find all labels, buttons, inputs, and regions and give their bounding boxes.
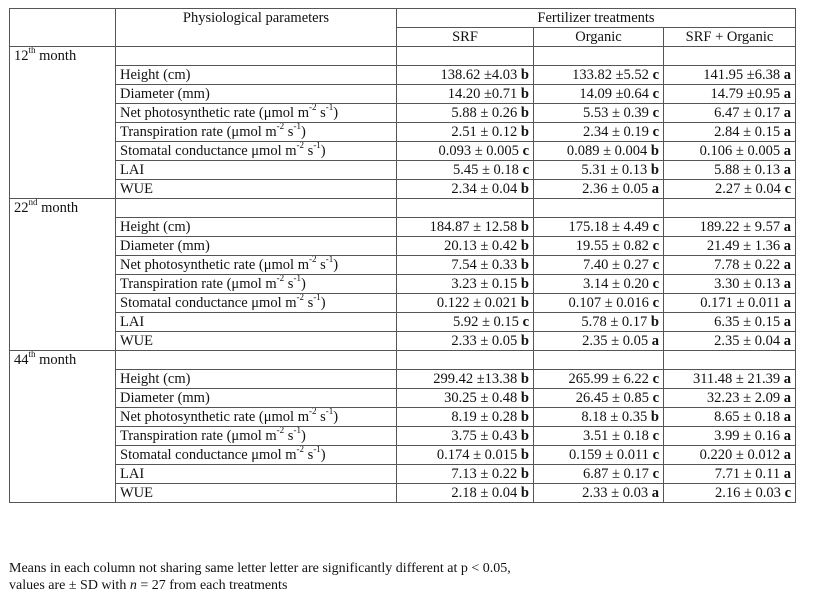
- section-label: 44th month: [10, 351, 116, 370]
- significance-letter: a: [783, 371, 791, 387]
- value-cell: 299.42 ±13.38 b: [397, 370, 534, 389]
- section-indent: [10, 332, 116, 351]
- unit-text: (μmol m: [222, 124, 277, 140]
- section-row: [10, 199, 796, 218]
- param-cell: Height (cm): [116, 370, 397, 389]
- value-cell: 26.45 ± 0.85 c: [534, 389, 664, 408]
- unit-exponent: -1: [325, 407, 334, 417]
- unit-exponent: -1: [325, 255, 334, 265]
- significance-letter: a: [783, 409, 791, 425]
- param-cell: Stomatal conductance μmol $m^{-2}$ $s^{-1}$): [116, 294, 397, 313]
- table-row: [10, 427, 796, 446]
- section-label: 22nd month: [10, 199, 116, 218]
- value-cell: 21.49 ± 1.36 a: [664, 237, 796, 256]
- section-label-spacer: [534, 199, 664, 218]
- value-cell: 0.159 ± 0.011 c: [534, 446, 664, 465]
- section-indent: [10, 294, 116, 313]
- table-row: [10, 161, 796, 180]
- significance-letter: a: [651, 333, 659, 349]
- unit-text: (μmol m: [222, 276, 277, 292]
- section-indent: [10, 142, 116, 161]
- value-cell: 7.13 ± 0.22 b: [397, 465, 534, 484]
- section-label-spacer: [397, 351, 534, 370]
- value-cell: 5.31 ± 0.13 b: [534, 161, 664, 180]
- significance-letter: b: [520, 333, 529, 349]
- section-indent: [10, 389, 116, 408]
- significance-letter: a: [783, 105, 791, 121]
- significance-letter: b: [520, 390, 529, 406]
- unit-text: μmol m: [247, 295, 297, 311]
- section-row: [10, 47, 796, 66]
- significance-letter: b: [520, 67, 529, 83]
- param-cell: Height (cm): [116, 218, 397, 237]
- param-header: Physiological parameters: [116, 9, 397, 28]
- section-label-spacer: [664, 47, 796, 66]
- significance-letter: c: [652, 371, 659, 387]
- unit-exponent: -1: [293, 274, 301, 284]
- value-cell: 2.18 ± 0.04 b: [397, 484, 534, 503]
- section-label-spacer: [397, 199, 534, 218]
- significance-letter: c: [652, 67, 659, 83]
- value-cell: 19.55 ± 0.82 c: [534, 237, 664, 256]
- table-row: [10, 389, 796, 408]
- unit-exponent: -2: [296, 445, 305, 455]
- unit-text: ): [333, 409, 339, 425]
- significance-letter: c: [652, 295, 659, 311]
- value-cell: 8.65 ± 0.18 a: [664, 408, 796, 427]
- table-row: [10, 237, 796, 256]
- section-indent: [10, 313, 116, 332]
- section-indent: [10, 123, 116, 142]
- significance-letter: c: [652, 105, 659, 121]
- unit-exponent: -1: [325, 103, 334, 113]
- section-indent: [10, 275, 116, 294]
- value-cell: 7.40 ± 0.27 c: [534, 256, 664, 275]
- value-cell: 2.36 ± 0.05 a: [534, 180, 664, 199]
- value-cell: 0.122 ± 0.021 b: [397, 294, 534, 313]
- significance-letter: a: [783, 276, 791, 292]
- value-cell: 3.99 ± 0.16 a: [664, 427, 796, 446]
- significance-letter: b: [520, 276, 529, 292]
- value-cell: 2.34 ± 0.19 c: [534, 123, 664, 142]
- value-cell: 2.34 ± 0.04 b: [397, 180, 534, 199]
- significance-letter: a: [783, 466, 791, 482]
- section-label-spacer: [397, 47, 534, 66]
- unit-exponent: -2: [309, 407, 317, 417]
- value-cell: 6.47 ± 0.17 a: [664, 104, 796, 123]
- significance-letter: a: [783, 390, 791, 406]
- section-indent: [10, 218, 116, 237]
- unit-text: ): [320, 447, 326, 463]
- significance-letter: a: [783, 219, 791, 235]
- table-row: [10, 256, 796, 275]
- param-cell: LAI: [116, 313, 397, 332]
- significance-letter: c: [652, 390, 659, 406]
- section-label-spacer: [116, 351, 397, 370]
- value-cell: 133.82 ±5.52 c: [534, 66, 664, 85]
- table-row: [10, 408, 796, 427]
- unit-text: s: [304, 143, 314, 159]
- value-cell: 0.089 ± 0.004 b: [534, 142, 664, 161]
- significance-letter: c: [652, 124, 659, 140]
- significance-letter: c: [652, 466, 659, 482]
- param-cell: Stomatal conductance μmol $m^{-2}$ $s^{-1}$): [116, 446, 397, 465]
- section-label: 12th month: [10, 47, 116, 66]
- unit-exponent: -2: [276, 122, 285, 132]
- significance-letter: b: [520, 409, 529, 425]
- section-indent: [10, 465, 116, 484]
- unit-text: ): [300, 428, 306, 444]
- significance-letter: c: [652, 257, 659, 273]
- value-cell: 14.20 ±0.71 b: [397, 85, 534, 104]
- section-label-spacer: [534, 47, 664, 66]
- param-cell: LAI: [116, 161, 397, 180]
- value-cell: 2.35 ± 0.04 a: [664, 332, 796, 351]
- section-label-spacer: [664, 199, 796, 218]
- param-cell: Diameter (mm): [116, 389, 397, 408]
- header-corner: [10, 9, 116, 28]
- value-cell: 2.35 ± 0.05 a: [534, 332, 664, 351]
- unit-exponent: -2: [276, 274, 285, 284]
- significance-letter: b: [520, 295, 529, 311]
- significance-letter: a: [651, 181, 659, 197]
- table-row: [10, 370, 796, 389]
- unit-text: ): [320, 143, 326, 159]
- value-cell: 141.95 ±6.38 a: [664, 66, 796, 85]
- unit-text: s: [284, 124, 294, 140]
- param-cell: WUE: [116, 332, 397, 351]
- table-row: [10, 104, 796, 123]
- unit-text: ): [320, 295, 326, 311]
- significance-letter: b: [520, 219, 529, 235]
- significance-letter: a: [783, 86, 791, 102]
- unit-exponent: -1: [293, 122, 301, 132]
- significance-letter: c: [652, 238, 659, 254]
- value-cell: 138.62 ±4.03 b: [397, 66, 534, 85]
- significance-letter: b: [520, 257, 529, 273]
- footnote: [9, 560, 511, 594]
- significance-letter: a: [783, 124, 791, 140]
- table-row: [10, 484, 796, 503]
- unit-text: s: [316, 105, 326, 121]
- section-indent: [10, 104, 116, 123]
- value-cell: 265.99 ± 6.22 c: [534, 370, 664, 389]
- value-cell: 14.09 ±0.64 c: [534, 85, 664, 104]
- unit-exponent: -1: [293, 426, 301, 436]
- unit-text: s: [304, 295, 314, 311]
- significance-letter: a: [783, 314, 791, 330]
- significance-letter: c: [652, 447, 659, 463]
- unit-text: s: [316, 257, 326, 273]
- value-cell: 0.220 ± 0.012 a: [664, 446, 796, 465]
- param-header-lower: [116, 28, 397, 47]
- significance-letter: a: [783, 333, 791, 349]
- unit-exponent: -2: [276, 426, 285, 436]
- value-cell: 311.48 ± 21.39 a: [664, 370, 796, 389]
- table-row: [10, 275, 796, 294]
- unit-text: s: [316, 409, 326, 425]
- significance-letter: a: [783, 162, 791, 178]
- significance-letter: b: [650, 143, 659, 159]
- significance-letter: b: [650, 314, 659, 330]
- section-label-spacer: [116, 199, 397, 218]
- param-cell: Diameter (mm): [116, 85, 397, 104]
- value-cell: 5.45 ± 0.18 c: [397, 161, 534, 180]
- table-row: [10, 465, 796, 484]
- table-row: [10, 294, 796, 313]
- table-row: [10, 446, 796, 465]
- significance-letter: a: [783, 238, 791, 254]
- section-indent: [10, 408, 116, 427]
- value-cell: 3.51 ± 0.18 c: [534, 427, 664, 446]
- significance-letter: b: [650, 409, 659, 425]
- value-cell: 30.25 ± 0.48 b: [397, 389, 534, 408]
- significance-letter: b: [520, 181, 529, 197]
- table-row: [10, 142, 796, 161]
- table-row: [10, 180, 796, 199]
- unit-exponent: -2: [296, 141, 305, 151]
- param-cell: Diameter (mm): [116, 237, 397, 256]
- unit-text: (μmol m: [255, 105, 309, 121]
- table-row: [10, 313, 796, 332]
- value-cell: 8.19 ± 0.28 b: [397, 408, 534, 427]
- section-indent: [10, 180, 116, 199]
- unit-text: s: [284, 428, 294, 444]
- section-indent: [10, 85, 116, 104]
- value-cell: 8.18 ± 0.35 b: [534, 408, 664, 427]
- value-cell: 7.71 ± 0.11 a: [664, 465, 796, 484]
- param-cell: Transpiration rate (μmol $m^{-2}$ $s^{-1}$): [116, 123, 397, 142]
- significance-letter: b: [520, 105, 529, 121]
- table-row: [10, 332, 796, 351]
- significance-letter: b: [520, 466, 529, 482]
- value-cell: 0.093 ± 0.005 c: [397, 142, 534, 161]
- param-cell: LAI: [116, 465, 397, 484]
- significance-letter: c: [784, 485, 791, 501]
- unit-exponent: -1: [313, 293, 321, 303]
- value-cell: 3.23 ± 0.15 b: [397, 275, 534, 294]
- table-row: [10, 85, 796, 104]
- section-label-spacer: [664, 351, 796, 370]
- significance-letter: c: [522, 143, 529, 159]
- unit-text: μmol m: [247, 143, 297, 159]
- header-corner-lower: [10, 28, 116, 47]
- section-indent: [10, 161, 116, 180]
- section-label-spacer: [534, 351, 664, 370]
- significance-letter: c: [652, 219, 659, 235]
- significance-letter: a: [783, 257, 791, 273]
- treatment-header-srf: SRF: [397, 28, 534, 47]
- significance-letter: a: [783, 295, 791, 311]
- significance-letter: c: [522, 162, 529, 178]
- value-cell: 2.84 ± 0.15 a: [664, 123, 796, 142]
- significance-letter: b: [520, 428, 529, 444]
- significance-letter: b: [520, 447, 529, 463]
- param-cell: Transpiration rate (μmol $m^{-2}$ $s^{-1}$): [116, 275, 397, 294]
- value-cell: 0.106 ± 0.005 a: [664, 142, 796, 161]
- unit-text: s: [304, 447, 314, 463]
- value-cell: 175.18 ± 4.49 c: [534, 218, 664, 237]
- param-cell: Height (cm): [116, 66, 397, 85]
- section-indent: [10, 66, 116, 85]
- significance-letter: c: [652, 428, 659, 444]
- param-cell: Net photosynthetic rate (μmol $m^{-2}$ $s^{-1}$): [116, 408, 397, 427]
- significance-letter: c: [784, 181, 791, 197]
- significance-letter: c: [652, 86, 659, 102]
- value-cell: 5.88 ± 0.26 b: [397, 104, 534, 123]
- significance-letter: b: [520, 86, 529, 102]
- header-row-1: [10, 9, 796, 28]
- table-row: [10, 218, 796, 237]
- value-cell: 5.78 ± 0.17 b: [534, 313, 664, 332]
- value-cell: 0.107 ± 0.016 c: [534, 294, 664, 313]
- section-indent: [10, 446, 116, 465]
- footnote-line-1: Means in each column not sharing same letter letter are significantly different at p < 0.05,: [9, 561, 511, 576]
- section-row: [10, 351, 796, 370]
- value-cell: 7.78 ± 0.22 a: [664, 256, 796, 275]
- treatment-header-srf-organic: SRF + Organic: [664, 28, 796, 47]
- significance-letter: b: [520, 238, 529, 254]
- unit-text: ): [300, 276, 306, 292]
- value-cell: 0.174 ± 0.015 b: [397, 446, 534, 465]
- param-cell: Stomatal conductance μmol $m^{-2}$ $s^{-1}$): [116, 142, 397, 161]
- value-cell: 184.87 ± 12.58 b: [397, 218, 534, 237]
- significance-letter: a: [651, 485, 659, 501]
- unit-text: ): [300, 124, 306, 140]
- param-cell: Net photosynthetic rate (μmol $m^{-2}$ $s^{-1}$): [116, 256, 397, 275]
- significance-letter: b: [650, 162, 659, 178]
- value-cell: 5.92 ± 0.15 c: [397, 313, 534, 332]
- value-cell: 2.51 ± 0.12 b: [397, 123, 534, 142]
- footnote-line-2: values are ± SD with n = 27 from each treatments: [9, 578, 288, 593]
- param-cell: Transpiration rate (μmol $m^{-2}$ $s^{-1}$): [116, 427, 397, 446]
- unit-text: (μmol m: [255, 257, 309, 273]
- significance-letter: a: [783, 143, 791, 159]
- param-cell: WUE: [116, 484, 397, 503]
- significance-letter: c: [652, 276, 659, 292]
- value-cell: 2.33 ± 0.05 b: [397, 332, 534, 351]
- unit-exponent: -2: [296, 293, 305, 303]
- param-cell: WUE: [116, 180, 397, 199]
- significance-letter: c: [522, 314, 529, 330]
- header-row-2: [10, 28, 796, 47]
- value-cell: 3.75 ± 0.43 b: [397, 427, 534, 446]
- value-cell: 3.30 ± 0.13 a: [664, 275, 796, 294]
- value-cell: 5.88 ± 0.13 a: [664, 161, 796, 180]
- unit-text: ): [333, 105, 339, 121]
- param-cell: Net photosynthetic rate (μmol $m^{-2}$ $s^{-1}$): [116, 104, 397, 123]
- value-cell: 3.14 ± 0.20 c: [534, 275, 664, 294]
- table-row: [10, 123, 796, 142]
- value-cell: 5.53 ± 0.39 c: [534, 104, 664, 123]
- unit-text: (μmol m: [255, 409, 309, 425]
- unit-exponent: -1: [313, 445, 321, 455]
- significance-letter: b: [520, 485, 529, 501]
- value-cell: 0.171 ± 0.011 a: [664, 294, 796, 313]
- value-cell: 14.79 ±0.95 a: [664, 85, 796, 104]
- table-row: [10, 66, 796, 85]
- value-cell: 32.23 ± 2.09 a: [664, 389, 796, 408]
- unit-exponent: -2: [309, 255, 317, 265]
- unit-text: μmol m: [247, 447, 297, 463]
- significance-letter: b: [520, 124, 529, 140]
- section-indent: [10, 484, 116, 503]
- unit-exponent: -2: [309, 103, 317, 113]
- section-label-spacer: [116, 47, 397, 66]
- treatment-header-organic: Organic: [534, 28, 664, 47]
- value-cell: 2.27 ± 0.04 c: [664, 180, 796, 199]
- significance-letter: a: [783, 67, 791, 83]
- significance-letter: b: [520, 371, 529, 387]
- section-indent: [10, 370, 116, 389]
- unit-text: ): [333, 257, 339, 273]
- fertilizer-treatments-header: Fertilizer treatments: [397, 9, 796, 28]
- significance-letter: a: [783, 428, 791, 444]
- value-cell: 189.22 ± 9.57 a: [664, 218, 796, 237]
- value-cell: 2.33 ± 0.03 a: [534, 484, 664, 503]
- section-indent: [10, 237, 116, 256]
- value-cell: 6.35 ± 0.15 a: [664, 313, 796, 332]
- unit-exponent: -1: [313, 141, 321, 151]
- section-indent: [10, 256, 116, 275]
- value-cell: 6.87 ± 0.17 c: [534, 465, 664, 484]
- value-cell: 2.16 ± 0.03 c: [664, 484, 796, 503]
- section-indent: [10, 427, 116, 446]
- unit-text: s: [284, 276, 294, 292]
- value-cell: 20.13 ± 0.42 b: [397, 237, 534, 256]
- unit-text: (μmol m: [222, 428, 277, 444]
- significance-letter: a: [783, 447, 791, 463]
- results-table: [9, 8, 796, 503]
- value-cell: 7.54 ± 0.33 b: [397, 256, 534, 275]
